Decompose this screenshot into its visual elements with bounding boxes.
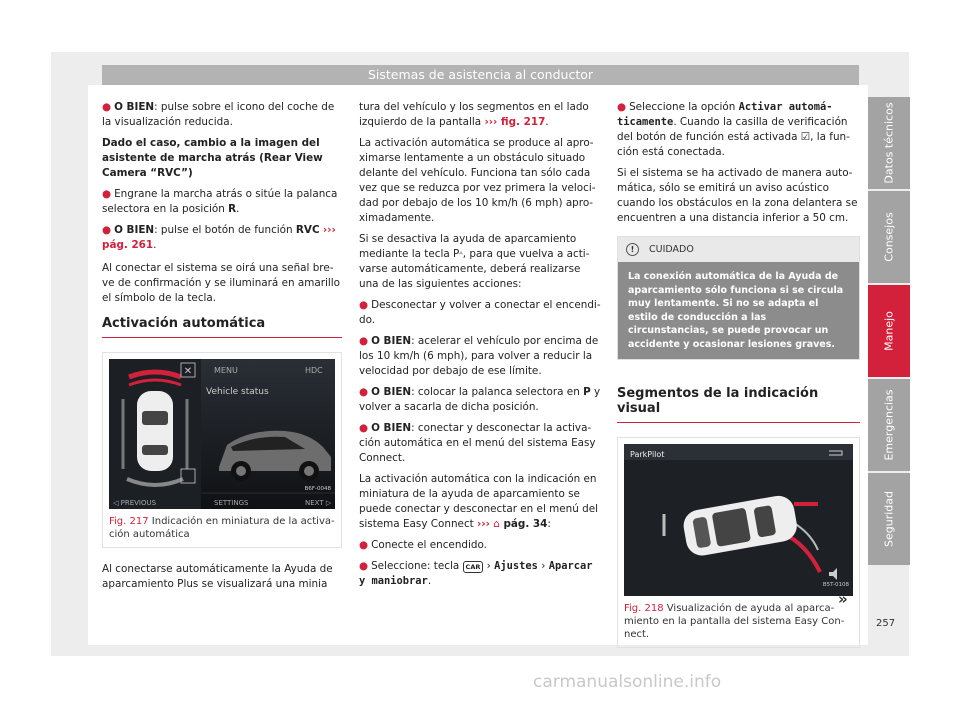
column-3 xyxy=(617,100,860,648)
figure-link[interactable]: ››› fig. 217 xyxy=(484,116,546,128)
menu-label: MENU xyxy=(214,366,238,375)
tab-manejo[interactable]: Manejo xyxy=(868,285,910,377)
figure-218 xyxy=(617,437,860,648)
warning-icon: ! xyxy=(626,243,639,256)
bullet-icon: ● xyxy=(359,299,369,311)
tab-emergencias[interactable]: Emergencias xyxy=(868,379,910,471)
paragraph: tura del vehículo y los segmentos en el lado izquierdo de la pantalla ››› fig. 217. xyxy=(359,101,589,128)
previous-label: ◁ PREVIOUS xyxy=(113,499,157,507)
bullet-icon: ● xyxy=(102,188,112,200)
parkpilot-screen xyxy=(624,444,853,596)
list-item: ● Seleccione la opción Activar automáticamente. Cuando la casilla de verificación del botón de función está activada ☑, la función está conectada. xyxy=(617,101,850,158)
list-item: ● Seleccione: tecla CAR › Ajustes › Aparcar y maniobrar. xyxy=(359,560,593,587)
figure-217 xyxy=(102,352,342,548)
subheading: Dado el caso, cambio a la imagen del asistente de marcha atrás (Rear View Camera “RVC”) xyxy=(102,137,323,179)
vehicle-status-title: Vehicle status xyxy=(206,387,269,397)
page-link[interactable]: ››› pág. 261 xyxy=(102,224,336,251)
paragraph: Al conectar el sistema se oirá una señal breve de confirmación y se iluminará en amarillo el símbolo de la tecla. xyxy=(102,262,341,304)
next-label: NEXT ▷ xyxy=(305,499,332,507)
paragraph: Si el sistema se ha activado de manera automática, sólo se emitirá un aviso acústico cuando los obstáculos en la zona delantera se encuentren a una distancia inferior a 50 cm. xyxy=(617,167,858,224)
page-link[interactable]: ››› xyxy=(477,518,490,530)
list-item: ● O BIEN: pulse el botón de función RVC ››› pág. 261. xyxy=(102,224,336,251)
vehicle-status-image xyxy=(109,359,335,509)
bullet-icon: ● xyxy=(359,335,369,347)
car-key-icon: CAR xyxy=(463,561,484,573)
column-1 xyxy=(102,100,342,598)
paragraph: La activación automática con la indicación en miniatura de la ayuda de aparcamiento se puede conectar y desconectar en el menú del sistema Easy Connect ››› ⌂ pág. 34: xyxy=(359,473,598,530)
parkpilot-title: ParkPilot xyxy=(630,450,665,459)
hdc-label: HDC xyxy=(305,366,323,375)
section-heading: Segmentos de la indicación visual xyxy=(617,386,860,423)
paragraph: Si se desactiva la ayuda de aparcamiento mediante la tecla Pᴬ, para que vuelva a activarse automáticamente, deberá realizarse una de las siguientes acciones: xyxy=(359,233,590,290)
svg-text:✕: ✕ xyxy=(183,366,193,377)
bullet-icon: ● xyxy=(617,101,627,113)
figure-caption: Fig. 217 Indicación en miniatura de la activación automática xyxy=(109,516,335,540)
caution-header: ! CUIDADO xyxy=(618,237,859,262)
list-item: ● O BIEN: colocar la palanca selectora en P y volver a sacarla de dicha posición. xyxy=(359,386,601,413)
bullet-icon: ● xyxy=(359,539,369,551)
tab-seguridad[interactable]: Seguridad xyxy=(868,473,910,565)
figure-caption: Fig. 218 Visualización de ayuda al aparcamiento en la pantalla del sistema Easy Connect. xyxy=(624,603,845,640)
bullet-icon: ● xyxy=(359,386,369,398)
list-item: ● Engrane la marcha atrás o sitúe la palanca selectora en la posición R. xyxy=(102,188,338,215)
caution-text: La conexión automática de la Ayuda de aparcamiento sólo funciona si se circula muy lentamente. Si no se adapta el estilo de conducción a las circunstancias, se puede provocar un accidente y ocasionar lesiones graves. xyxy=(618,262,859,359)
section-heading: Activación automática xyxy=(102,316,342,338)
list-item: ● O BIEN: conectar y desconectar la activación automática en el menú del sistema Easy Connect. xyxy=(359,422,596,464)
vehicle-status-screen xyxy=(109,359,335,509)
bullet-icon: ● xyxy=(359,560,369,572)
page-number: 257 xyxy=(876,618,896,629)
checkbox-checked-icon: ☑ xyxy=(800,131,811,143)
easy-connect-icon: ⌂ xyxy=(493,518,500,530)
page-header: Sistemas de asistencia al conductor xyxy=(102,65,859,85)
list-item: ● Conecte el encendido. xyxy=(359,539,487,551)
figure-code: B6F-0048 xyxy=(304,486,331,492)
paragraph: ● O BIEN: pulse sobre el icono del coche de la visualización reducida. xyxy=(102,101,335,128)
bullet-icon: ● xyxy=(102,101,112,113)
parkpilot-image xyxy=(624,444,853,596)
caution-box xyxy=(617,236,860,360)
paragraph: La activación automática se produce al aproximarse lentamente a un obstáculo situado delante del vehículo. Funciona tan sólo cada vez que se reduzca por vez primera la velocidad por debajo de los 10 km/h (6 mph) aproximadamente. xyxy=(359,137,596,224)
column-2 xyxy=(359,100,601,595)
settings-label: SETTINGS xyxy=(214,499,249,507)
list-item: ● O BIEN: acelerar el vehículo por encima de los 10 km/h (6 mph), para volver a reducir la velocidad por debajo de ese límite. xyxy=(359,335,599,377)
figure-code: B5T-0108 xyxy=(822,582,849,588)
bullet-icon: ● xyxy=(102,224,112,236)
section-tabs xyxy=(868,97,910,567)
tab-consejos[interactable]: Consejos xyxy=(868,191,910,283)
tab-datos-tecnicos[interactable]: Datos técnicos xyxy=(868,97,910,189)
park-key-icon: ᴬ xyxy=(459,250,463,259)
next-page-arrow-icon[interactable]: » xyxy=(838,590,848,608)
bullet-icon: ● xyxy=(359,422,369,434)
list-item: ● Desconectar y volver a conectar el encendido. xyxy=(359,299,601,326)
watermark: carmanualsonline.info xyxy=(533,672,722,692)
paragraph: Al conectarse automáticamente la Ayuda de aparcamiento Plus se visualizará una minia xyxy=(102,563,333,590)
